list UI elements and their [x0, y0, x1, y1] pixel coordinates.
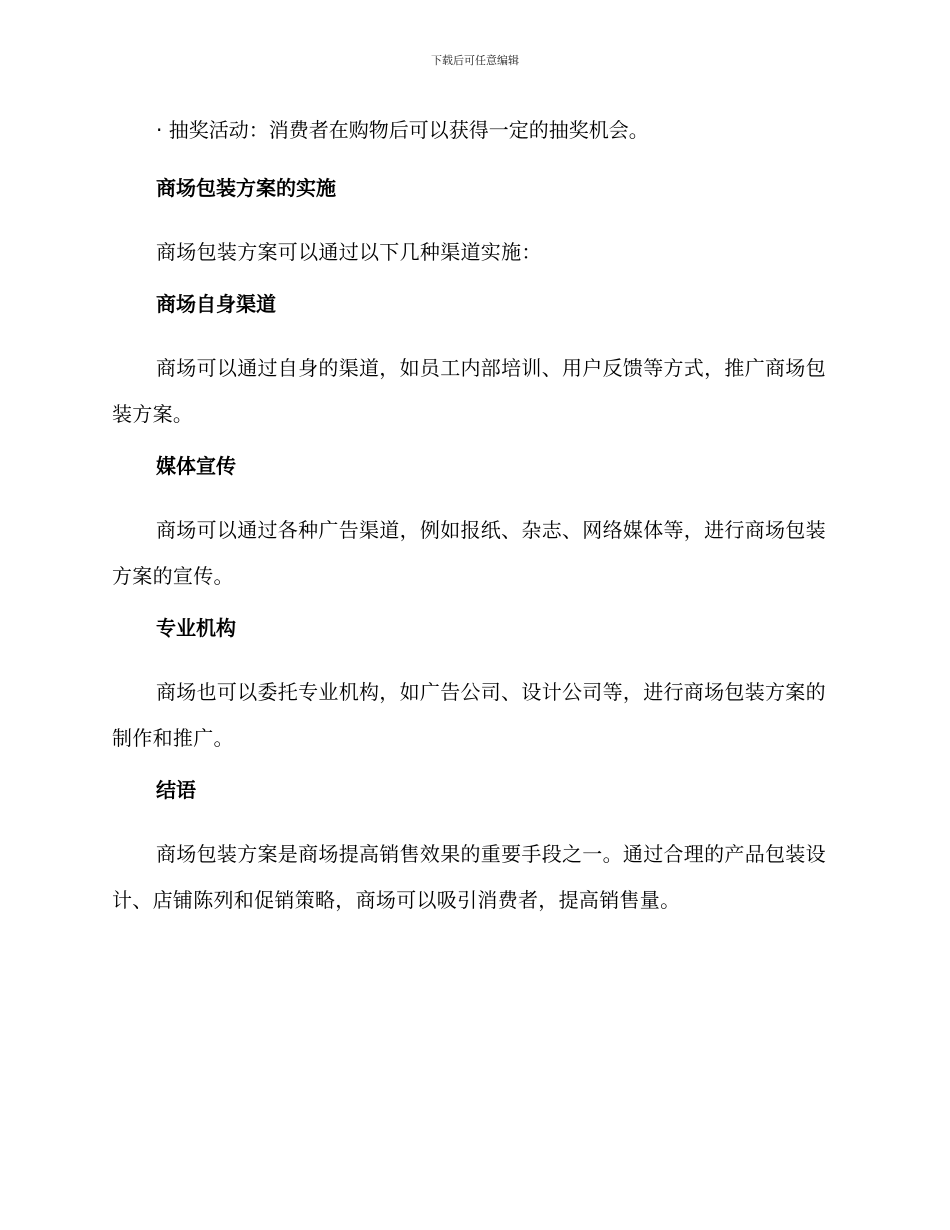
- page-header: 下载后可任意编辑: [431, 54, 519, 67]
- heading-own-channel: 商场自身渠道: [156, 292, 276, 316]
- document-body: [112, 113, 832, 935]
- paragraph-own-channel: 商场可以通过自身的渠道，如员工内部培训、用户反馈等方式，推广商场包装方案。: [112, 356, 826, 426]
- paragraph-conclusion: 商场包装方案是商场提高销售效果的重要手段之一。通过合理的产品包装设计、店铺陈列和促销策略，商场可以吸引消费者，提高销售量。: [112, 842, 826, 912]
- heading-conclusion: 结语: [156, 778, 196, 802]
- paragraph-implementation: 商场包装方案可以通过以下几种渠道实施：: [156, 240, 542, 264]
- paragraph-agency: 商场也可以委托专业机构，如广告公司、设计公司等，进行商场包装方案的制作和推广。: [112, 680, 826, 750]
- heading-implementation: 商场包装方案的实施: [156, 176, 336, 200]
- paragraph-media: 商场可以通过各种广告渠道，例如报纸、杂志、网络媒体等，进行商场包装方案的宣传。: [112, 518, 826, 588]
- bullet-lottery: · 抽奖活动：消费者在购物后可以获得一定的抽奖机会。: [156, 118, 649, 142]
- heading-media: 媒体宣传: [156, 454, 236, 478]
- heading-agency: 专业机构: [156, 616, 236, 640]
